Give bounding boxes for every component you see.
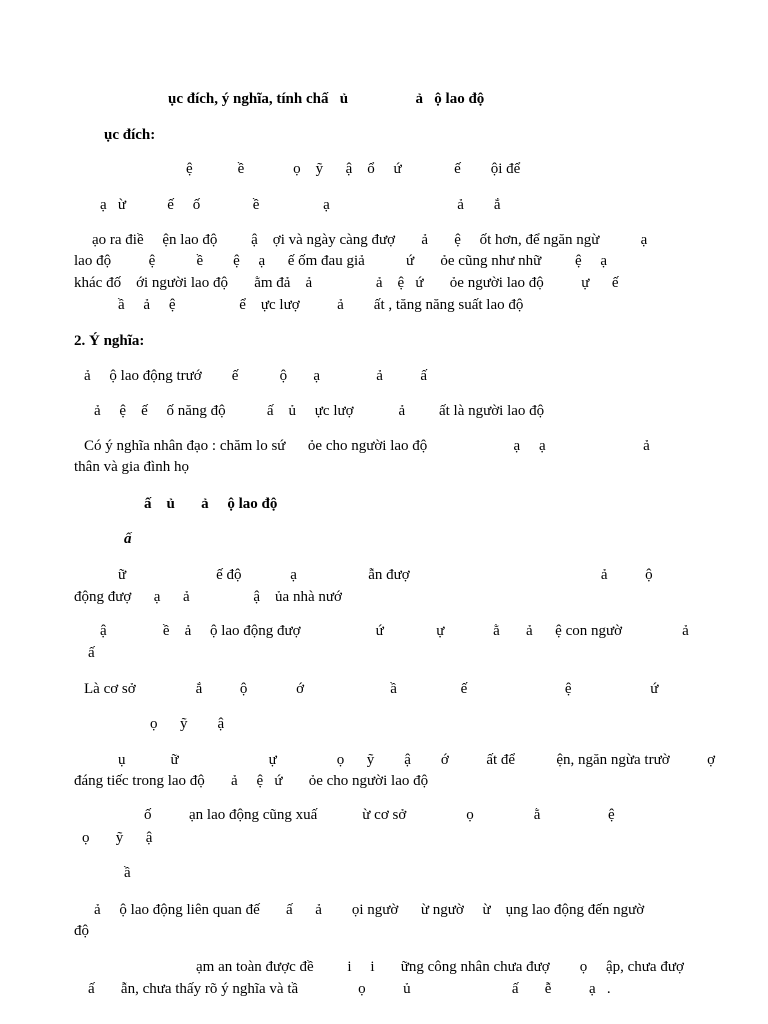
text-line: ậ ề ả ộ lao động đượ ứ ự ằ ả ệ con ngườ ả — [100, 623, 689, 639]
text-line: ạm an toàn được đề i i ững công nhân chưa đượ ọ ập, chưa đượ — [196, 959, 684, 975]
text-line: đáng tiếc trong lao độ ả ệ ứ ỏe cho người lao độ — [74, 773, 429, 789]
text-line: ấ — [88, 645, 95, 661]
document-title: ục đích, ý nghĩa, tính chấ ủ ả ộ lao độ — [168, 91, 485, 107]
text-line: ệ ề ọ ỹ ậ ổ ứ ế ội để — [186, 161, 521, 177]
text-line: ấ ẫn, chưa thấy rõ ý nghĩa và tầ ọ ủ ấ ễ ạ . — [88, 981, 611, 997]
text-line: ả ộ lao động trướ ế ộ ạ ả ấ — [84, 368, 428, 384]
text-line: ạo ra điề ện lao độ ậ ợi và ngày càng đượ ả ệ ốt hơn, để ngăn ngừ ạ — [92, 232, 648, 248]
text-line: thân và gia đình họ — [74, 459, 189, 475]
text-line: ụ ữ ự ọ ỹ ậ ớ ất để ện, ngăn ngừa trườ ợ — [118, 752, 716, 768]
text-line: lao độ ệ ề ệ ạ ế ốm đau giả ứ ỏe cũng như nhữ ệ ạ — [74, 253, 608, 269]
text-line: ầ — [124, 865, 131, 881]
text-line: ầ ả ệ ể ực lượ ả ất , tăng năng suất lao độ — [118, 297, 524, 313]
subsection-heading: ấ — [124, 531, 132, 547]
text-line: ọ ỹ ậ — [82, 830, 153, 846]
text-line: Có ý nghĩa nhân đạo : chăm lo sứ ỏe cho người lao độ ạ ạ ả — [84, 438, 650, 454]
text-line: Là cơ sở ắ ộ ớ ầ ế ệ ứ — [84, 681, 659, 697]
text-line: ọ ỹ ậ — [150, 716, 225, 732]
text-line: ữ ế độ ạ ẫn đượ ả ộ — [118, 567, 653, 583]
text-line: ạ ừ ế ố ề ạ ả ắ — [100, 197, 501, 213]
text-line: động đượ ạ ả ậ ủa nhà nướ — [74, 589, 342, 605]
text-line: ả ộ lao động liên quan đế ấ ả ọi ngườ ừ ngườ ừ ụng lao động đến ngườ — [94, 902, 645, 918]
text-line: khác đố ới người lao độ ằm đả ả ả ệ ứ ỏe người lao độ ự ế — [74, 275, 619, 291]
text-line: ố ạn lao động cũng xuấ ừ cơ sở ọ ằ ệ — [144, 807, 615, 823]
text-line: độ — [74, 923, 89, 939]
section-heading-nature: ấ ủ ả ộ lao độ — [144, 496, 278, 512]
text-line: ả ệ ế ố năng độ ấ ủ ực lượ ả ất là người lao độ — [94, 403, 545, 419]
section-heading-purpose: ục đích: — [104, 127, 156, 143]
section-heading-meaning: 2. Ý nghĩa: — [74, 333, 145, 349]
